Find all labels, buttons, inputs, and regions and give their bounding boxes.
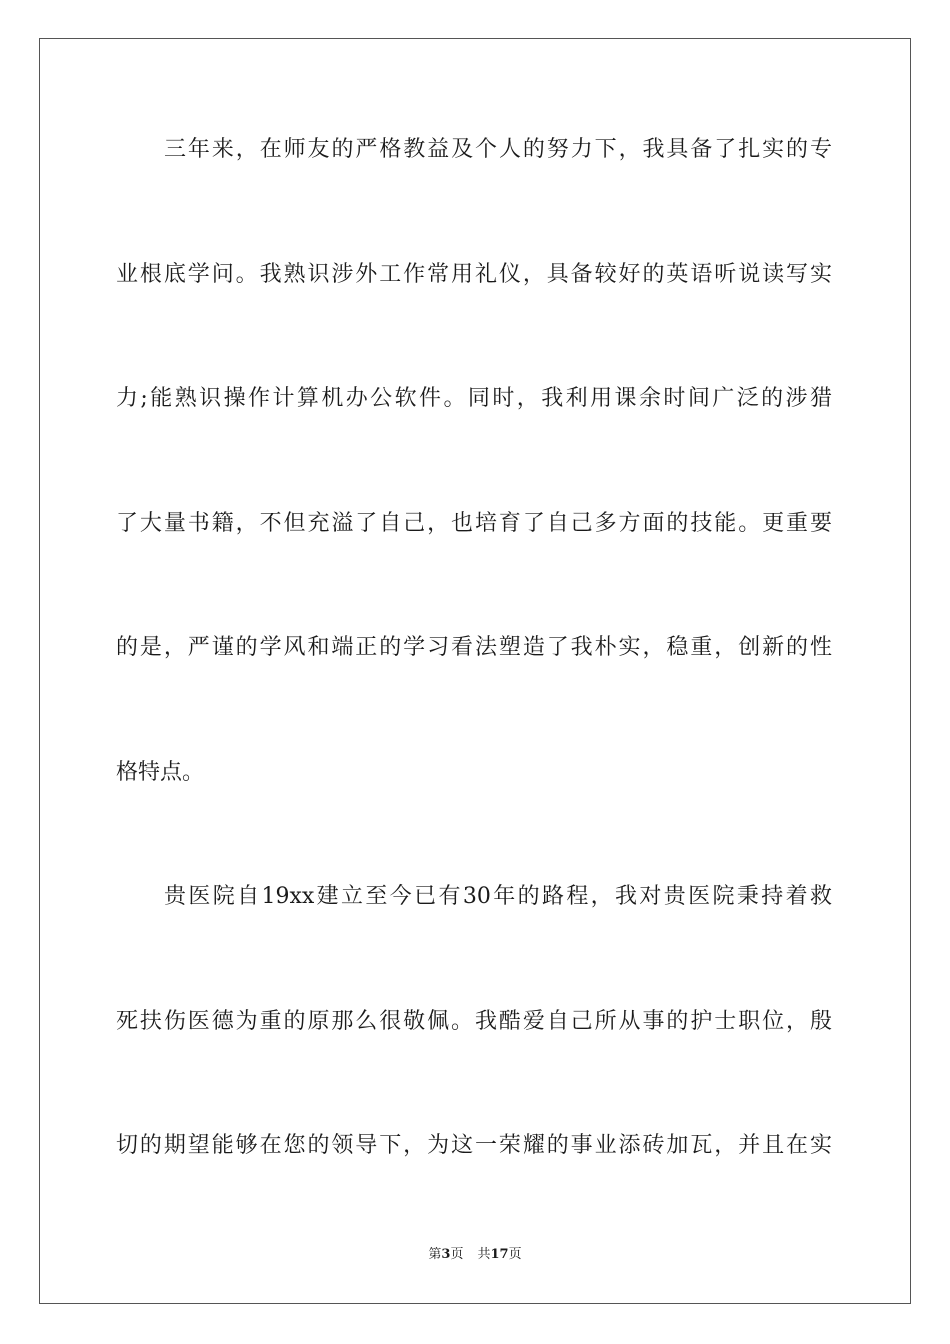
text-line: 切的期望能够在您的领导下，为这一荣耀的事业添砖加瓦，并且在实 <box>116 1133 832 1158</box>
text-line: 死扶伤医德为重的原那么很敬佩。我酷爱自己所从事的护士职位，殷 <box>116 1009 832 1034</box>
page-number: 3 <box>441 1247 451 1262</box>
total-suffix: 页 <box>508 1247 522 1262</box>
text-line: 的是，严谨的学风和端正的学习看法塑造了我朴实，稳重，创新的性 <box>116 635 832 660</box>
page-suffix: 页 <box>450 1247 464 1262</box>
text-line: 贵医院自19xx建立至今已有30年的路程，我对贵医院秉持着救 <box>164 884 832 909</box>
page-border <box>39 38 911 1304</box>
text-line: 格特点。 <box>116 760 205 785</box>
total-pages: 17 <box>490 1247 509 1262</box>
page-prefix: 第 <box>428 1247 442 1262</box>
text-line: 业根底学问。我熟识涉外工作常用礼仪，具备较好的英语听说读写实 <box>116 262 832 287</box>
text-line: 力;能熟识操作计算机办公软件。同时，我利用课余时间广泛的涉猎 <box>116 386 832 411</box>
text-line: 三年来，在师友的严格教益及个人的努力下，我具备了扎实的专 <box>164 137 832 162</box>
total-prefix: 共 <box>477 1247 491 1262</box>
page-footer <box>0 1246 950 1264</box>
text-line: 了大量书籍，不但充溢了自己，也培育了自己多方面的技能。更重要 <box>116 511 832 536</box>
